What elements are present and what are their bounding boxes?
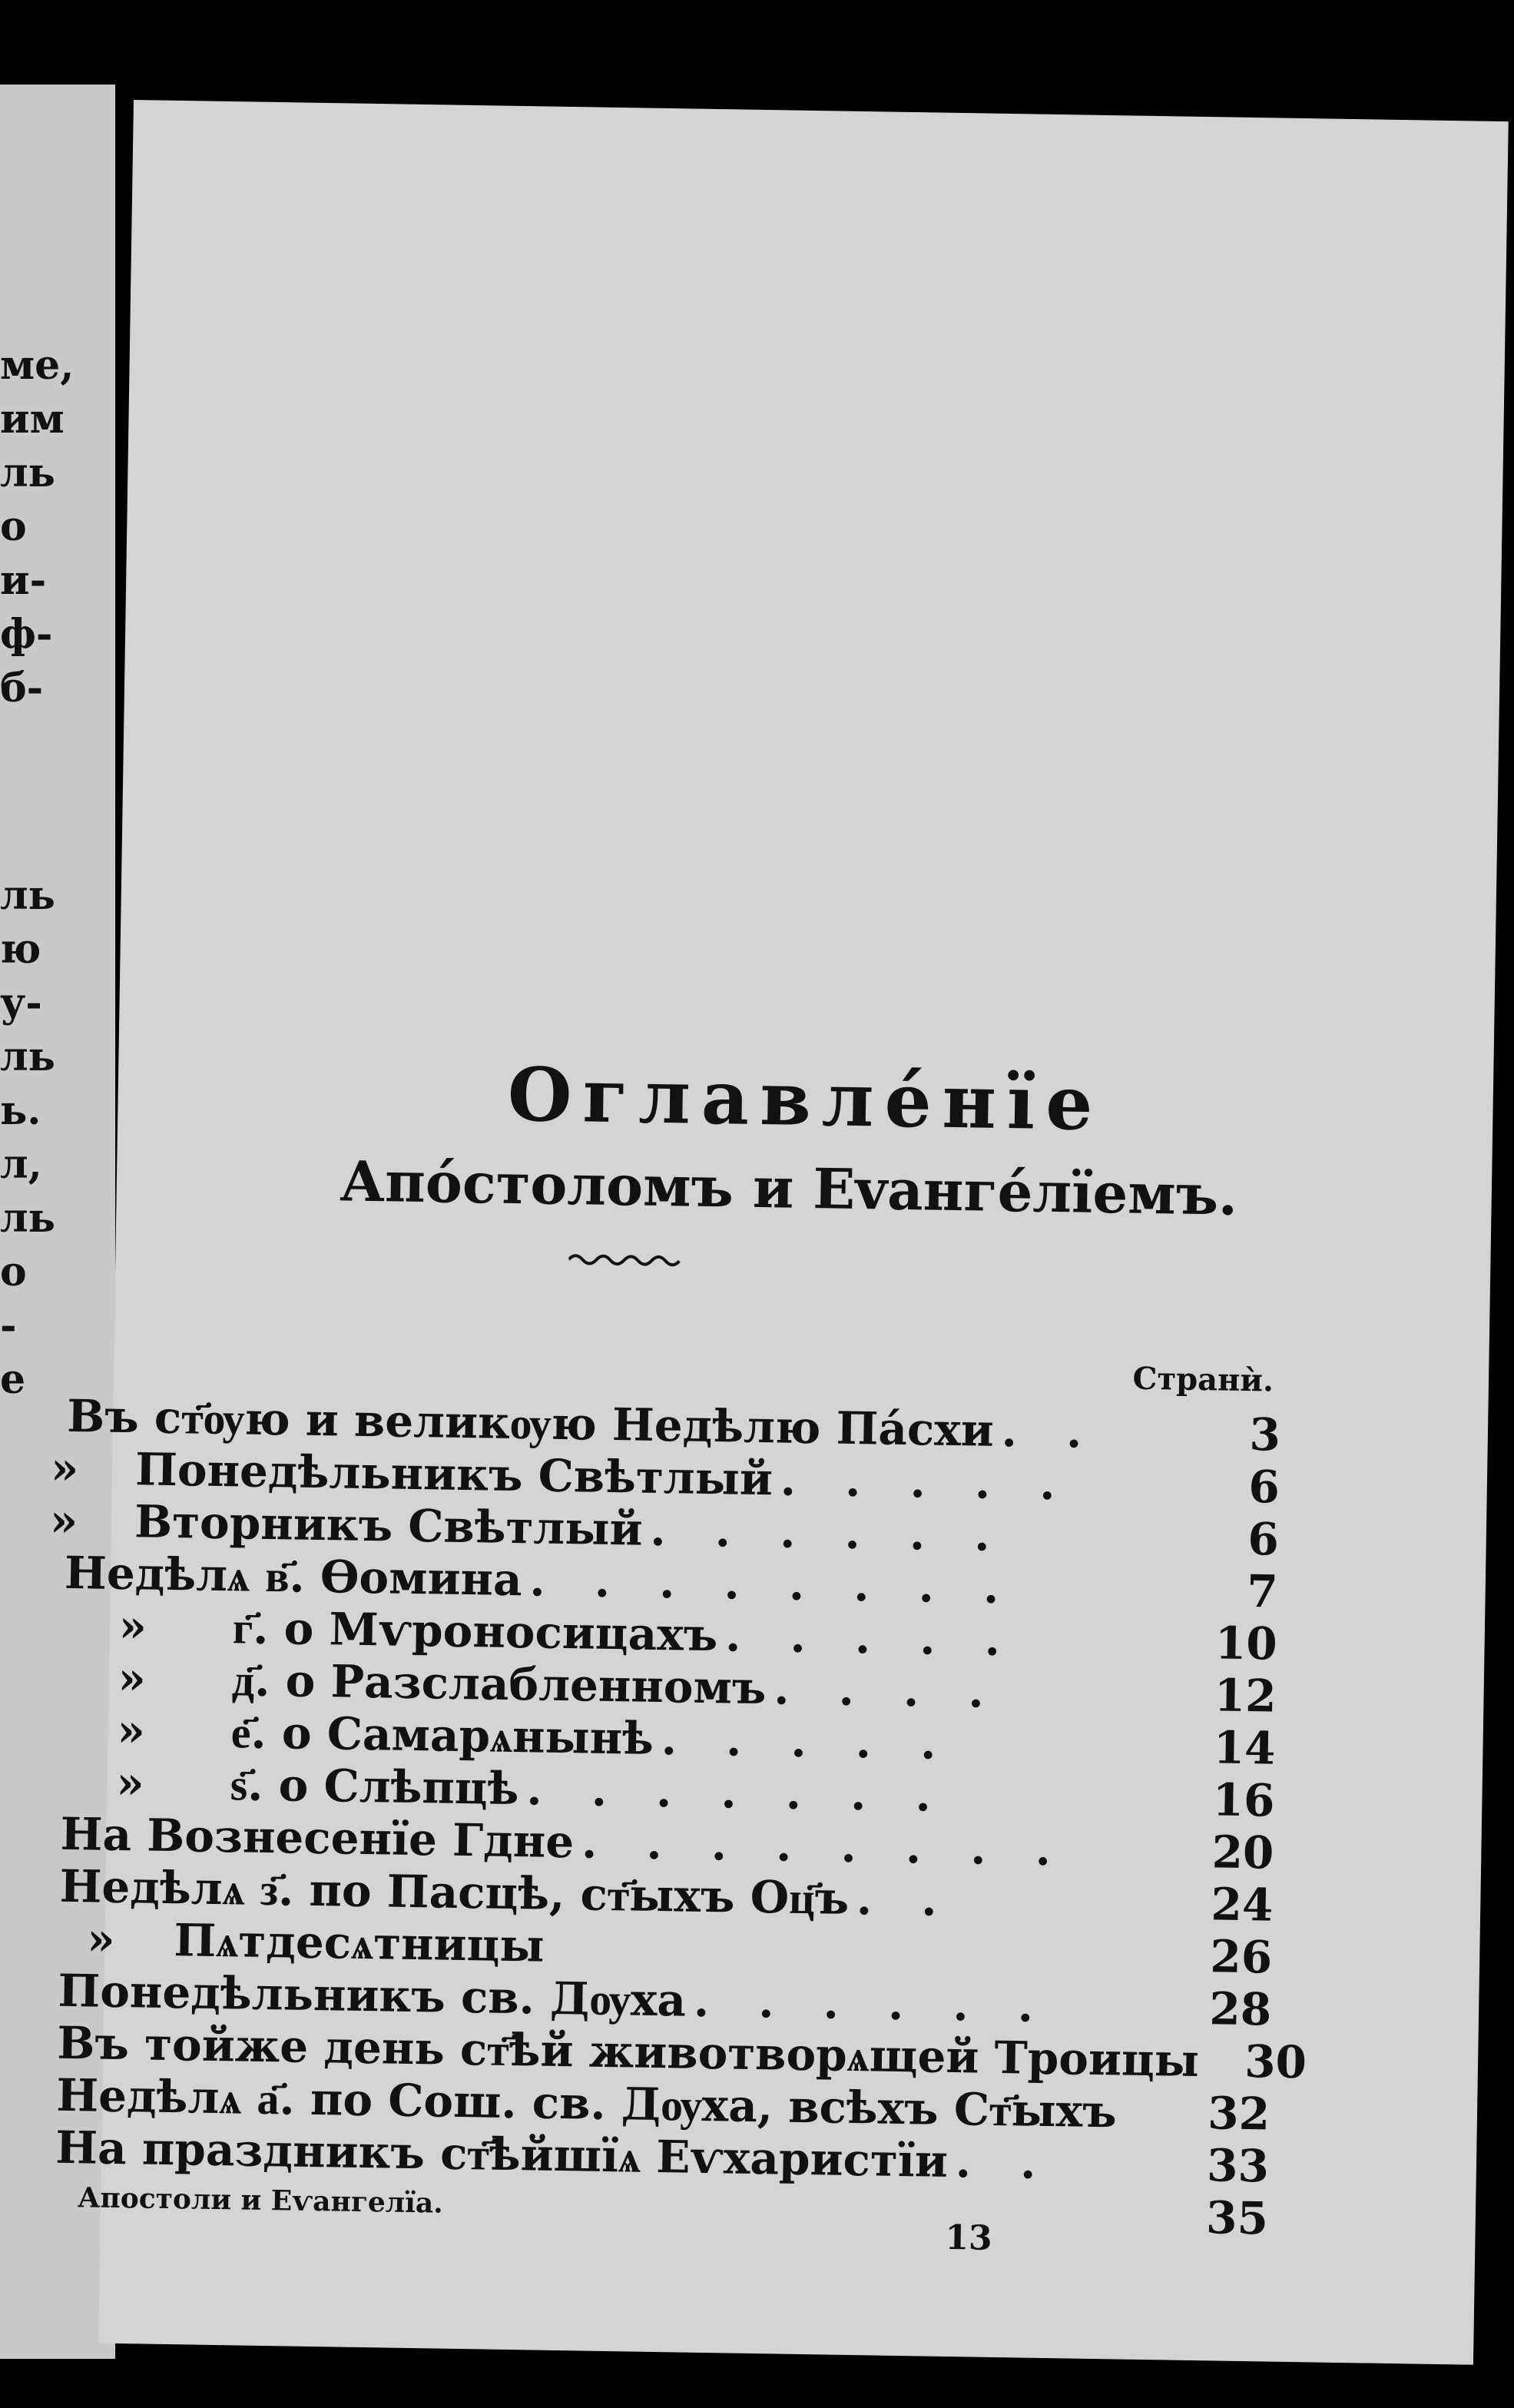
leader-dots: [47, 2215, 1168, 2233]
toc-label: [39, 2173, 40, 2225]
left-fragment: и-: [0, 557, 47, 604]
toc-page-number: 6: [1247, 1513, 1280, 1566]
toc-label: » г҃. о Мѵроносицахъ: [48, 1599, 718, 1662]
toc-label: » Понедѣльникъ Свѣтлый: [50, 1441, 774, 1506]
toc-page-number: 10: [1214, 1617, 1278, 1670]
toc-label: На праздникъ ст҃ѣйшїѧ Еѵхаристїи: [55, 2121, 949, 2187]
signature-mark: Апостоли и Еѵангелїа.: [77, 2181, 444, 2220]
leader-dots: . . . . . .: [650, 1503, 1008, 1562]
page-title: Оглавлéнїе: [507, 1050, 1105, 1147]
ditto-mark: »: [118, 1651, 147, 1705]
toc-label: Недѣлѧ а҃. по Сош. св. Дѹха, всѣхъ Ст҃ыхъ: [55, 2068, 1118, 2138]
wavy-ornament-icon: [568, 1252, 684, 1269]
column-header-page: Странѝ.: [1132, 1360, 1274, 1399]
left-fragment: е: [0, 1356, 26, 1403]
left-fragment: ль: [0, 449, 55, 496]
toc-page-number: 28: [1208, 1982, 1272, 2036]
left-fragment: им: [0, 396, 65, 443]
left-fragment: ме,: [0, 342, 75, 389]
left-fragment: ль: [0, 1033, 55, 1080]
toc-page-number: 12: [1214, 1669, 1277, 1723]
toc-label: На Вознесенїе Гдне: [60, 1807, 575, 1869]
left-fragment: ф-: [0, 611, 53, 658]
toc-label: » Пѧтдесѧтницы: [43, 1912, 545, 1972]
toc-page-number: 33: [1206, 2139, 1270, 2193]
leader-dots: [552, 1962, 1172, 1972]
toc-label: » д҃. о Разслабленномъ: [47, 1650, 767, 1714]
toc-page-number: 24: [1211, 1878, 1274, 1932]
page-subtitle: Апóстоломъ и Еvангéлїемъ.: [339, 1148, 1238, 1228]
signature-number: 13: [945, 2217, 993, 2258]
document-page: [49, 100, 1509, 2365]
toc-page-number: 32: [1207, 2087, 1271, 2141]
table-of-contents: [39, 1389, 1307, 2245]
ditto-mark: »: [86, 1912, 116, 1965]
leader-dots: . . . . .: [661, 1713, 954, 1770]
ditto-mark: »: [118, 1599, 147, 1653]
toc-page-number: 3: [1249, 1408, 1281, 1461]
left-fragment: ль: [0, 1195, 55, 1242]
left-fragment: -: [0, 1302, 17, 1349]
toc-page-number: 7: [1246, 1565, 1279, 1618]
left-fragment: ль: [0, 872, 55, 919]
leader-dots: . .: [1001, 1404, 1099, 1458]
left-fragment: ю: [0, 926, 41, 973]
toc-page-number: 20: [1211, 1826, 1274, 1879]
leader-dots: . . . . .: [780, 1453, 1073, 1511]
leader-dots: . . . . . .: [693, 1974, 1051, 2033]
toc-page-number: 6: [1247, 1461, 1280, 1514]
toc-label: Недѣлѧ в҃. Ѳомина: [64, 1546, 523, 1607]
ditto-mark: »: [115, 1756, 145, 1809]
toc-page-number: 26: [1209, 1930, 1273, 1984]
toc-page-number: 16: [1212, 1773, 1275, 1827]
toc-page-number: 14: [1213, 1721, 1277, 1775]
left-fragment: о: [0, 1249, 27, 1295]
left-fragment: б-: [0, 665, 44, 711]
left-fragment: л,: [0, 1141, 42, 1188]
left-fragment: ь.: [0, 1087, 41, 1134]
toc-label: Въ тойже день ст҃ѣй животворѧщей Троицы: [56, 2016, 1200, 2088]
leader-dots: . . . . . . . .: [581, 1816, 1068, 1876]
ditto-mark: »: [50, 1441, 79, 1495]
leader-dots: . .: [856, 1872, 955, 1927]
leader-dots: . . . .: [773, 1662, 1002, 1718]
toc-page-number: 35: [1205, 2191, 1269, 2245]
toc-label: » ѕ҃. о Слѣпцѣ: [45, 1755, 519, 1815]
leader-dots: . . . . .: [724, 1609, 1018, 1667]
toc-page-number: 30: [1244, 2035, 1307, 2089]
toc-label: Понедѣльникъ св. Дѹха: [58, 1964, 687, 2027]
toc-label: Недѣлѧ з҃. по Пасцѣ, ст҃ыхъ Оц҃ъ: [59, 1859, 850, 1925]
left-fragment: у-: [0, 980, 42, 1027]
toc-label: » е҃. о Самарѧнынѣ: [46, 1703, 654, 1764]
leader-dots: . . . . . . . .: [529, 1554, 1016, 1614]
toc-label: Въ ст҃ѹю и великѹю Недѣлю Пáсхи: [66, 1389, 995, 1457]
leader-dots: . . . . . . .: [525, 1763, 949, 1822]
ditto-mark: »: [117, 1703, 146, 1757]
ditto-mark: »: [49, 1494, 78, 1547]
toc-label: » Вторникъ Свѣтлый: [49, 1494, 644, 1556]
leader-dots: . .: [955, 2135, 1053, 2190]
left-fragment: о: [0, 503, 27, 550]
